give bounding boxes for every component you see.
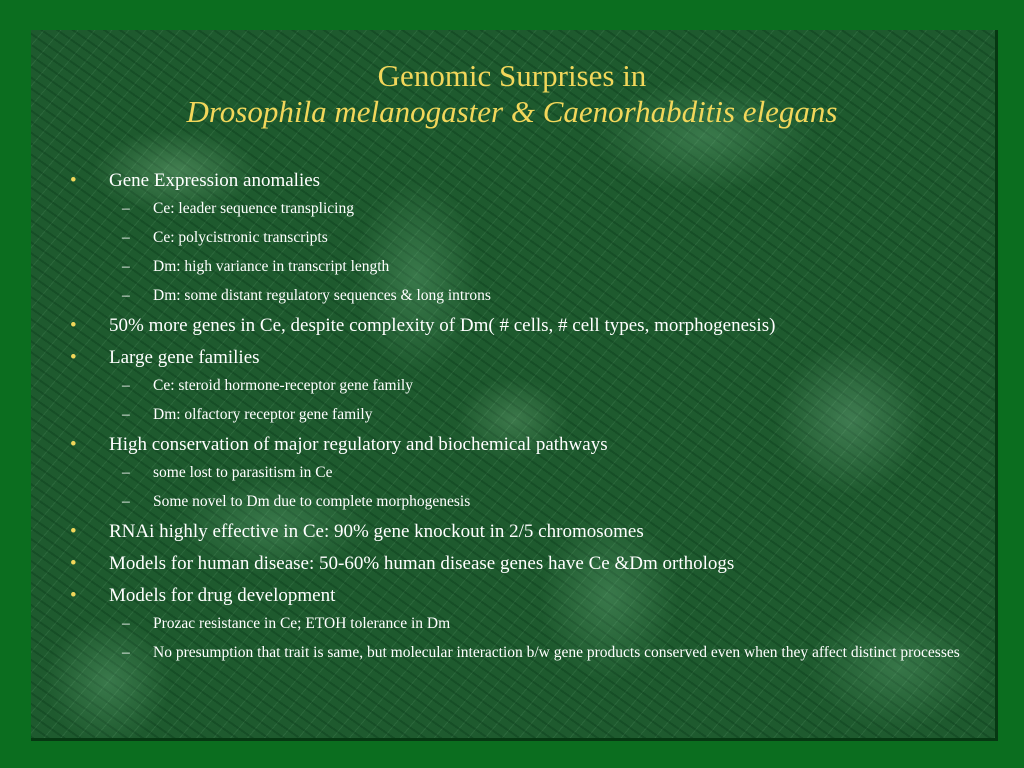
- dash-icon: –: [122, 377, 130, 394]
- bullet-icon: •: [70, 434, 77, 455]
- slide-title-line2: Drosophila melanogaster & Caenorhabditis elegans: [186, 94, 838, 129]
- bullet-text: RNAi highly effective in Ce: 90% gene knockout in 2/5 chromosomes: [109, 521, 644, 542]
- sub-bullet-text: Dm: some distant regulatory sequences & long introns: [153, 287, 491, 304]
- sub-bullet-item: [70, 463, 970, 482]
- dash-icon: –: [122, 258, 130, 275]
- bullet-text: High conservation of major regulatory and biochemical pathways: [109, 434, 608, 455]
- sub-bullet-text: Some novel to Dm due to complete morphogenesis: [153, 493, 471, 510]
- sub-bullet-item: [70, 199, 970, 218]
- sub-bullet-text: some lost to parasitism in Ce: [153, 464, 333, 481]
- sub-bullet-text: Prozac resistance in Ce; ETOH tolerance in Dm: [153, 615, 451, 632]
- bullet-item: [70, 434, 970, 456]
- dash-icon: –: [122, 287, 130, 304]
- dash-icon: –: [122, 464, 130, 481]
- sub-bullet-text: Ce: leader sequence transplicing: [153, 200, 354, 217]
- bullet-icon: •: [70, 315, 77, 336]
- bullet-item: [70, 521, 970, 543]
- bullet-icon: •: [70, 585, 77, 606]
- bullet-text: Large gene families: [109, 347, 260, 368]
- bullet-icon: •: [70, 347, 77, 368]
- slide-title-line1: Genomic Surprises in: [377, 58, 647, 93]
- sub-bullet-item: [70, 405, 970, 424]
- dash-icon: –: [122, 229, 130, 246]
- sub-bullet-item: [70, 376, 970, 395]
- sub-bullet-list: [70, 614, 970, 662]
- dash-icon: –: [122, 200, 130, 217]
- bullet-icon: •: [70, 521, 77, 542]
- sub-bullet-text: Dm: high variance in transcript length: [153, 258, 390, 275]
- bullet-item: [70, 553, 970, 575]
- sub-bullet-text: Dm: olfactory receptor gene family: [153, 406, 373, 423]
- sub-bullet-item: [70, 492, 970, 511]
- bullet-text: 50% more genes in Ce, despite complexity of Dm( # cells, # cell types, morphogenesis): [109, 315, 776, 336]
- bullet-text: Gene Expression anomalies: [109, 170, 321, 191]
- sub-bullet-item: [70, 228, 970, 247]
- dash-icon: –: [122, 644, 130, 661]
- sub-bullet-text: No presumption that trait is same, but molecular interaction b/w gene products conserved even when they affect distinct processes: [153, 644, 960, 661]
- bullet-item: [70, 315, 970, 337]
- sub-bullet-item: [70, 643, 970, 662]
- sub-bullet-item: [70, 614, 970, 633]
- sub-bullet-list: [70, 376, 970, 424]
- bullet-item: [70, 585, 970, 607]
- dash-icon: –: [122, 615, 130, 632]
- bullet-text: Models for human disease: 50-60% human disease genes have Ce &Dm orthologs: [109, 553, 735, 574]
- bullet-icon: •: [70, 170, 77, 191]
- sub-bullet-item: [70, 286, 970, 305]
- sub-bullet-list: [70, 463, 970, 511]
- bullet-icon: •: [70, 553, 77, 574]
- slide-title: [0, 58, 1024, 130]
- sub-bullet-item: [70, 257, 970, 276]
- dash-icon: –: [122, 493, 130, 510]
- bullet-item: [70, 170, 970, 192]
- dash-icon: –: [122, 406, 130, 423]
- bullet-text: Models for drug development: [109, 585, 336, 606]
- sub-bullet-list: [70, 199, 970, 305]
- bullet-item: [70, 347, 970, 369]
- sub-bullet-text: Ce: steroid hormone-receptor gene family: [153, 377, 413, 394]
- sub-bullet-text: Ce: polycistronic transcripts: [153, 229, 328, 246]
- bullet-list: [70, 170, 970, 672]
